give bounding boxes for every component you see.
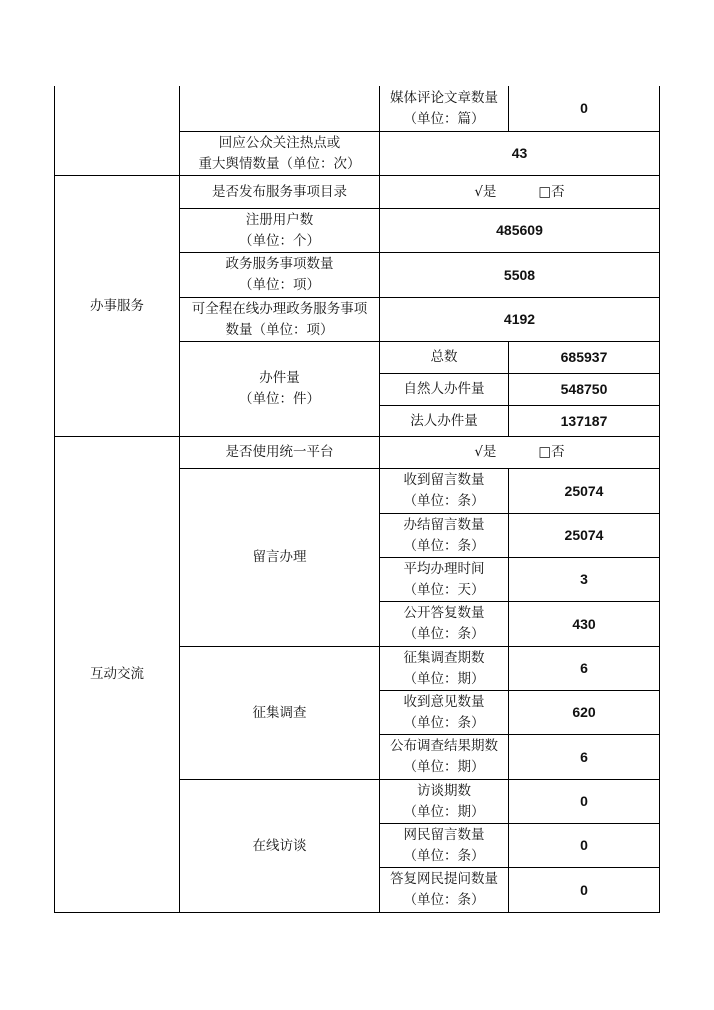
netizen-questions-answered-label xyxy=(380,868,508,912)
survey-results-published-label xyxy=(380,735,508,779)
interview-periods-label-line2: （单位：期） xyxy=(403,803,485,820)
volume-legal-person-value: 137187 xyxy=(560,412,608,429)
netizen-questions-answered-label-line1: 答复网民提问数量 xyxy=(390,871,498,887)
messages-closed-label xyxy=(380,514,508,557)
survey-results-published-label-line1: 公布调查结果期数 xyxy=(390,738,498,754)
messages-received-label-line1: 收到留言数量 xyxy=(403,472,485,488)
online-service-items-label-line1: 可全程在线办理政务服务事项 xyxy=(191,300,368,317)
media-articles-label-line1: 媒体评论文章数量 xyxy=(390,89,498,106)
unified-platform-options xyxy=(380,437,659,468)
category-service: 办事服务 xyxy=(90,297,144,314)
survey-periods-label xyxy=(380,647,508,690)
unified-platform-label: 是否使用统一平台 xyxy=(225,444,334,460)
volume-legal-person-label: 法人办件量 xyxy=(410,412,478,429)
opinions-received-label xyxy=(380,691,508,734)
handling-volume-label xyxy=(180,342,379,436)
hotspot-response-label-line2: 重大舆情数量（单位：次） xyxy=(198,155,361,172)
interview-periods-label xyxy=(380,780,508,823)
average-handling-time-label-line1: 平均办理时间 xyxy=(403,560,485,577)
service-items-label xyxy=(180,253,379,297)
service-catalog-yes-checkbox: √是 xyxy=(474,183,497,200)
volume-natural-person-label: 自然人办件量 xyxy=(403,381,485,397)
service-items-label-line1: 政务服务事项数量 xyxy=(225,256,334,272)
handling-volume-label-line1: 办件量 xyxy=(259,370,300,386)
online-service-items-label xyxy=(180,298,379,341)
public-replies-value: 430 xyxy=(572,615,596,632)
survey-periods-label-line2: （单位：期） xyxy=(403,670,485,687)
service-items-label-line2: （单位：项） xyxy=(239,277,320,293)
service-catalog-option-group xyxy=(474,182,564,203)
grid-line xyxy=(659,86,660,913)
online-service-items-label-line2: 数量（单位：项） xyxy=(225,321,334,338)
netizen-questions-answered-label-line2: （单位：条） xyxy=(403,892,485,908)
netizen-questions-answered-value: 0 xyxy=(580,881,588,898)
grid-line xyxy=(54,912,660,913)
service-items-value: 5508 xyxy=(503,266,536,283)
average-handling-time-label-line2: （单位：天） xyxy=(403,581,485,598)
survey-label: 征集调查 xyxy=(252,704,307,721)
netizen-messages-value: 0 xyxy=(580,837,588,853)
messages-received-label-line2: （单位：条） xyxy=(403,493,485,509)
service-catalog-options xyxy=(380,176,659,208)
online-service-items-value: 4192 xyxy=(503,311,536,327)
survey-results-published-value: 6 xyxy=(580,748,588,765)
volume-total-label: 总数 xyxy=(430,349,458,365)
average-handling-time-value: 3 xyxy=(580,571,588,587)
volume-total-value: 685937 xyxy=(560,349,608,365)
public-replies-label-line2: （单位：条） xyxy=(403,626,485,642)
online-interview-label: 在线访谈 xyxy=(252,837,307,854)
media-articles-label xyxy=(380,86,508,131)
category-interaction: 互动交流 xyxy=(90,666,144,682)
public-replies-label xyxy=(380,602,508,646)
opinions-received-label-line2: （单位：条） xyxy=(403,714,485,731)
opinions-received-label-line1: 收到意见数量 xyxy=(403,693,485,710)
netizen-messages-label-line2: （单位：条） xyxy=(403,847,485,864)
survey-periods-label-line1: 征集调查期数 xyxy=(403,649,485,666)
opinions-received-value: 620 xyxy=(572,704,596,720)
netizen-messages-label-line1: 网民留言数量 xyxy=(403,826,485,843)
unified-platform-no-checkbox: □否 xyxy=(538,444,565,460)
unified-platform-yes-checkbox: √是 xyxy=(474,444,497,460)
handling-volume-label-line2: （单位：件） xyxy=(239,391,320,407)
public-replies-label-line1: 公开答复数量 xyxy=(403,605,485,621)
registered-users-value: 485609 xyxy=(496,222,543,238)
registered-users-label-line1: 注册用户数 xyxy=(245,211,314,228)
hotspot-response-label-line1: 回应公众关注热点或 xyxy=(218,134,341,151)
service-catalog-no-checkbox: □否 xyxy=(538,183,565,200)
messages-closed-value: 25074 xyxy=(564,527,604,543)
media-articles-value: 0 xyxy=(580,100,588,116)
interview-periods-label-line1: 访谈期数 xyxy=(417,782,471,799)
message-handling-label: 留言办理 xyxy=(252,549,307,565)
unified-platform-option-group xyxy=(474,442,564,463)
messages-received-label xyxy=(380,469,508,513)
messages-closed-label-line2: （单位：条） xyxy=(403,537,485,554)
survey-periods-value: 6 xyxy=(580,660,588,676)
average-handling-time-label xyxy=(380,558,508,601)
netizen-messages-label xyxy=(380,824,508,867)
volume-natural-person-value: 548750 xyxy=(560,381,608,397)
hotspot-response-value: 43 xyxy=(511,145,528,161)
hotspot-response-label xyxy=(180,132,379,175)
registered-users-label-line2: （单位：个） xyxy=(239,232,320,249)
messages-closed-label-line1: 办结留言数量 xyxy=(403,516,485,533)
registered-users-label xyxy=(180,209,379,252)
media-articles-label-line2: （单位：篇） xyxy=(403,110,485,127)
survey-results-published-label-line2: （单位：期） xyxy=(403,759,485,775)
service-catalog-label: 是否发布服务事项目录 xyxy=(212,183,347,200)
interview-periods-value: 0 xyxy=(580,793,588,809)
messages-received-value: 25074 xyxy=(564,482,604,499)
